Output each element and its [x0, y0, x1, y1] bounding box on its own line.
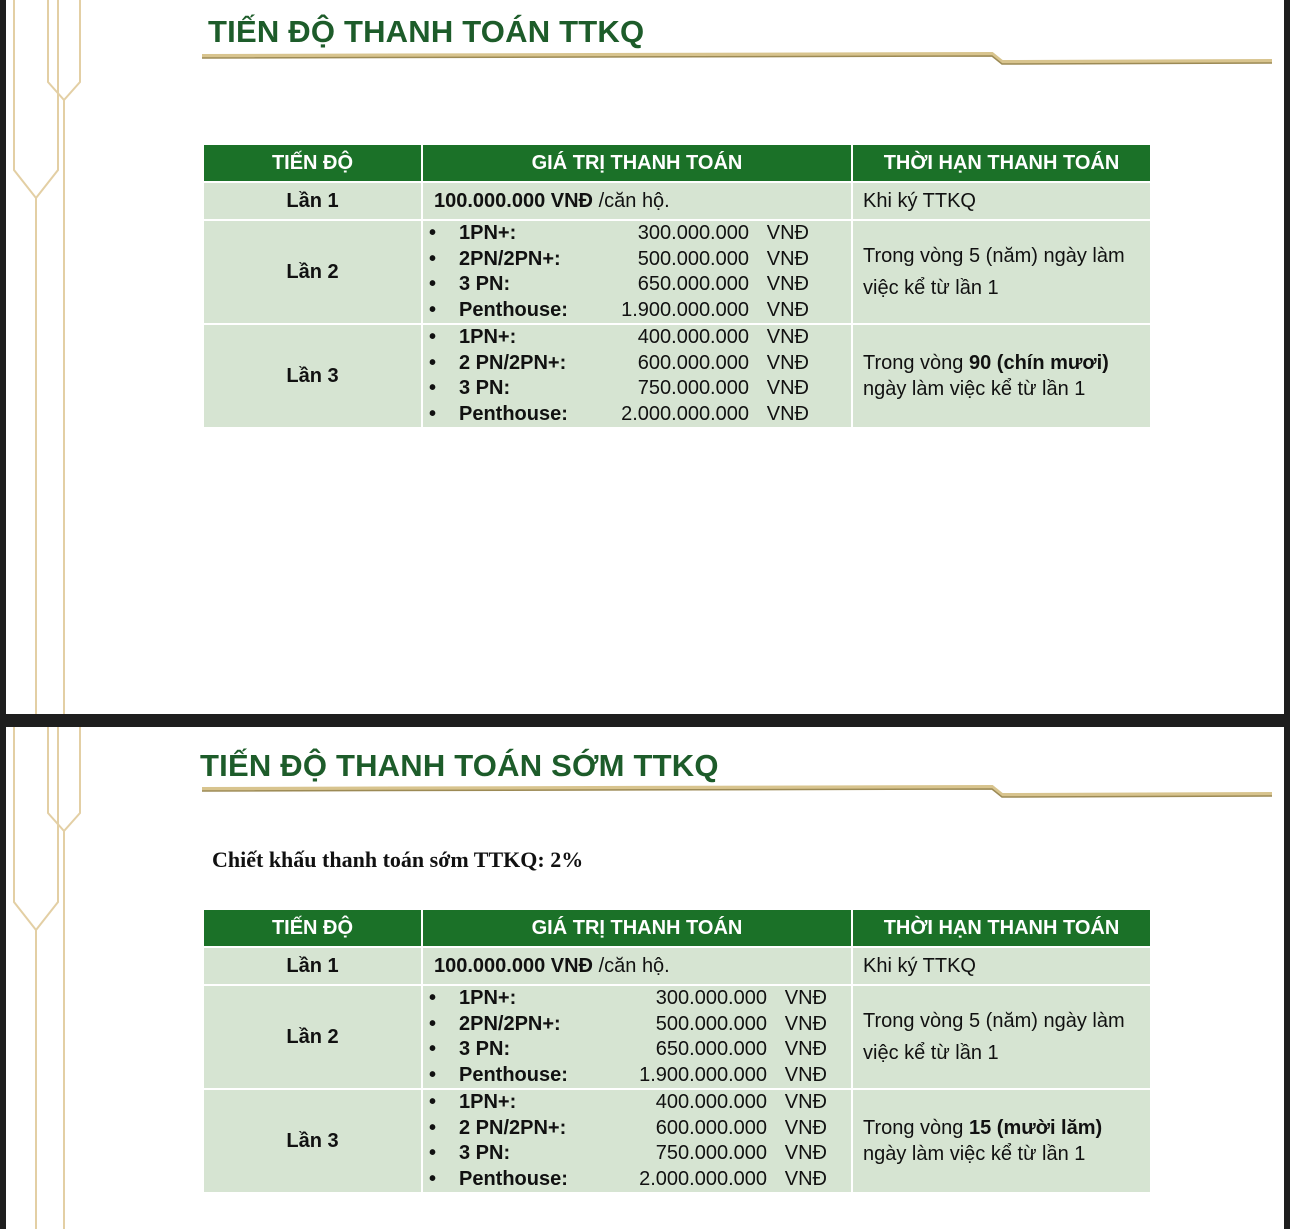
price-list — [423, 1090, 851, 1192]
price-list — [423, 325, 851, 427]
term-bold: 15 (mười lăm) — [969, 1117, 1103, 1139]
list-item — [427, 1116, 851, 1142]
currency: VNĐ — [766, 247, 809, 270]
unit-type: Penthouse: — [459, 1167, 568, 1190]
page-title: TIẾN ĐỘ THANH TOÁN TTKQ — [208, 14, 645, 49]
unit-type: 1PN+: — [459, 222, 517, 244]
slide-early-payment-schedule — [6, 727, 1284, 1229]
page-title: TIẾN ĐỘ THANH TOÁN SỚM TTKQ — [200, 748, 719, 783]
price-list — [423, 986, 851, 1088]
currency: VNĐ — [766, 402, 809, 425]
amount: 2.000.000.000 — [639, 1167, 767, 1190]
currency: VNĐ — [766, 222, 809, 244]
header-payment-term: THỜI HẠN THANH TOÁN — [852, 909, 1151, 947]
currency: VNĐ — [766, 351, 809, 374]
unit: /căn hộ. — [598, 189, 670, 212]
bullet: • — [429, 351, 437, 374]
amount: 1.900.000.000 — [621, 298, 749, 321]
bullet: • — [429, 1012, 437, 1035]
header-progress: TIẾN ĐỘ — [203, 909, 422, 947]
gold-line-ornament — [6, 727, 96, 1229]
table-row — [203, 985, 1151, 1089]
currency: VNĐ — [766, 273, 809, 295]
unit-type: Penthouse: — [459, 298, 568, 321]
bullet: • — [429, 987, 437, 1009]
amount: 400.000.000 — [655, 1091, 767, 1113]
row-term: Khi ký TTKQ — [852, 182, 1151, 220]
payment-table — [202, 143, 1152, 429]
discount-note: Chiết khấu thanh toán sớm TTKQ: 2% — [212, 847, 584, 872]
row-term — [852, 1089, 1151, 1193]
list-item — [427, 325, 851, 351]
currency: VNĐ — [784, 1142, 827, 1164]
amount: 600.000.000 — [637, 351, 749, 374]
bullet: • — [429, 1167, 437, 1190]
currency: VNĐ — [784, 1038, 827, 1060]
amount: 650.000.000 — [655, 1038, 767, 1060]
unit-type: 2PN/2PN+: — [459, 247, 561, 270]
row-value — [422, 985, 852, 1089]
list-item — [427, 402, 851, 428]
bullet: • — [429, 1063, 437, 1086]
bullet: • — [429, 1038, 437, 1060]
table-row — [203, 947, 1151, 985]
bullet: • — [429, 1091, 437, 1113]
amount: 750.000.000 — [655, 1142, 767, 1164]
row-value — [422, 947, 852, 985]
term-text: ngày làm việc kể từ lần 1 — [863, 378, 1086, 400]
unit-type: 2 PN/2PN+: — [459, 351, 567, 374]
amount: 100.000.000 VNĐ — [434, 954, 594, 977]
amount: 2.000.000.000 — [621, 402, 749, 425]
row-label: Lần 3 — [203, 324, 422, 428]
term-text: Trong vòng — [863, 352, 969, 374]
row-value — [422, 324, 852, 428]
header-payment-term: THỜI HẠN THANH TOÁN — [852, 144, 1151, 182]
table-row — [203, 1089, 1151, 1193]
currency: VNĐ — [784, 987, 827, 1009]
unit-type: 1PN+: — [459, 987, 517, 1009]
unit-type: 3 PN: — [459, 1142, 511, 1164]
list-item — [427, 272, 851, 298]
row-term — [852, 324, 1151, 428]
amount: 1.900.000.000 — [639, 1063, 767, 1086]
list-item — [427, 986, 851, 1012]
unit-type: Penthouse: — [459, 1063, 568, 1086]
row-value — [422, 182, 852, 220]
unit-type: 1PN+: — [459, 326, 517, 348]
bullet: • — [429, 326, 437, 348]
bullet: • — [429, 377, 437, 399]
bullet: • — [429, 298, 437, 321]
slide-payment-schedule — [6, 0, 1284, 714]
bullet: • — [429, 273, 437, 295]
list-item — [427, 1167, 851, 1193]
currency: VNĐ — [766, 326, 809, 348]
title-underline — [202, 50, 1284, 66]
payment-table — [202, 908, 1152, 1194]
list-item — [427, 247, 851, 273]
title-underline — [202, 783, 1284, 799]
currency: VNĐ — [784, 1167, 827, 1190]
list-item — [427, 221, 851, 247]
currency: VNĐ — [766, 377, 809, 399]
bullet: • — [429, 247, 437, 270]
amount: 300.000.000 — [655, 987, 767, 1009]
gold-line-ornament — [6, 0, 96, 714]
term-text: Trong vòng 5 (năm) ngày làm việc kể từ lần 1 — [863, 1010, 1125, 1064]
table-row — [203, 220, 1151, 324]
list-item — [427, 1037, 851, 1063]
amount: 100.000.000 VNĐ — [434, 189, 594, 212]
unit-type: 2PN/2PN+: — [459, 1012, 561, 1035]
amount: 750.000.000 — [637, 377, 749, 399]
row-label: Lần 2 — [203, 985, 422, 1089]
currency: VNĐ — [784, 1063, 827, 1086]
price-list — [423, 221, 851, 323]
list-item — [427, 298, 851, 324]
list-item — [427, 1090, 851, 1116]
bullet: • — [429, 1142, 437, 1164]
term-text: Trong vòng — [863, 1117, 969, 1139]
bullet: • — [429, 402, 437, 425]
term-bold: 90 (chín mươi) — [969, 352, 1109, 374]
currency: VNĐ — [766, 298, 809, 321]
amount: 600.000.000 — [655, 1116, 767, 1139]
unit-type: 2 PN/2PN+: — [459, 1116, 567, 1139]
amount: 500.000.000 — [655, 1012, 767, 1035]
unit-type: 1PN+: — [459, 1091, 517, 1113]
amount: 300.000.000 — [637, 222, 749, 244]
amount: 500.000.000 — [637, 247, 749, 270]
unit-type: 3 PN: — [459, 273, 511, 295]
unit: /căn hộ. — [598, 954, 670, 977]
list-item — [427, 351, 851, 377]
header-payment-value: GIÁ TRỊ THANH TOÁN — [422, 909, 852, 947]
header-payment-value: GIÁ TRỊ THANH TOÁN — [422, 144, 852, 182]
row-value — [422, 1089, 852, 1193]
row-term — [852, 220, 1151, 324]
row-value — [422, 220, 852, 324]
term-text: ngày làm việc kể từ lần 1 — [863, 1143, 1086, 1165]
row-label: Lần 1 — [203, 182, 422, 220]
list-item — [427, 1063, 851, 1089]
term-text: Trong vòng 5 (năm) ngày làm việc kể từ lần 1 — [863, 245, 1125, 299]
bullet: • — [429, 222, 437, 244]
row-term: Khi ký TTKQ — [852, 947, 1151, 985]
table-row — [203, 324, 1151, 428]
unit-type: 3 PN: — [459, 1038, 511, 1060]
row-label: Lần 1 — [203, 947, 422, 985]
table-row — [203, 182, 1151, 220]
row-label: Lần 3 — [203, 1089, 422, 1193]
row-term — [852, 985, 1151, 1089]
currency: VNĐ — [784, 1012, 827, 1035]
bullet: • — [429, 1116, 437, 1139]
row-label: Lần 2 — [203, 220, 422, 324]
unit-type: 3 PN: — [459, 377, 511, 399]
currency: VNĐ — [784, 1091, 827, 1113]
list-item — [427, 376, 851, 402]
header-progress: TIẾN ĐỘ — [203, 144, 422, 182]
amount: 650.000.000 — [637, 273, 749, 295]
list-item — [427, 1012, 851, 1038]
currency: VNĐ — [784, 1116, 827, 1139]
list-item — [427, 1141, 851, 1167]
unit-type: Penthouse: — [459, 402, 568, 425]
amount: 400.000.000 — [637, 326, 749, 348]
